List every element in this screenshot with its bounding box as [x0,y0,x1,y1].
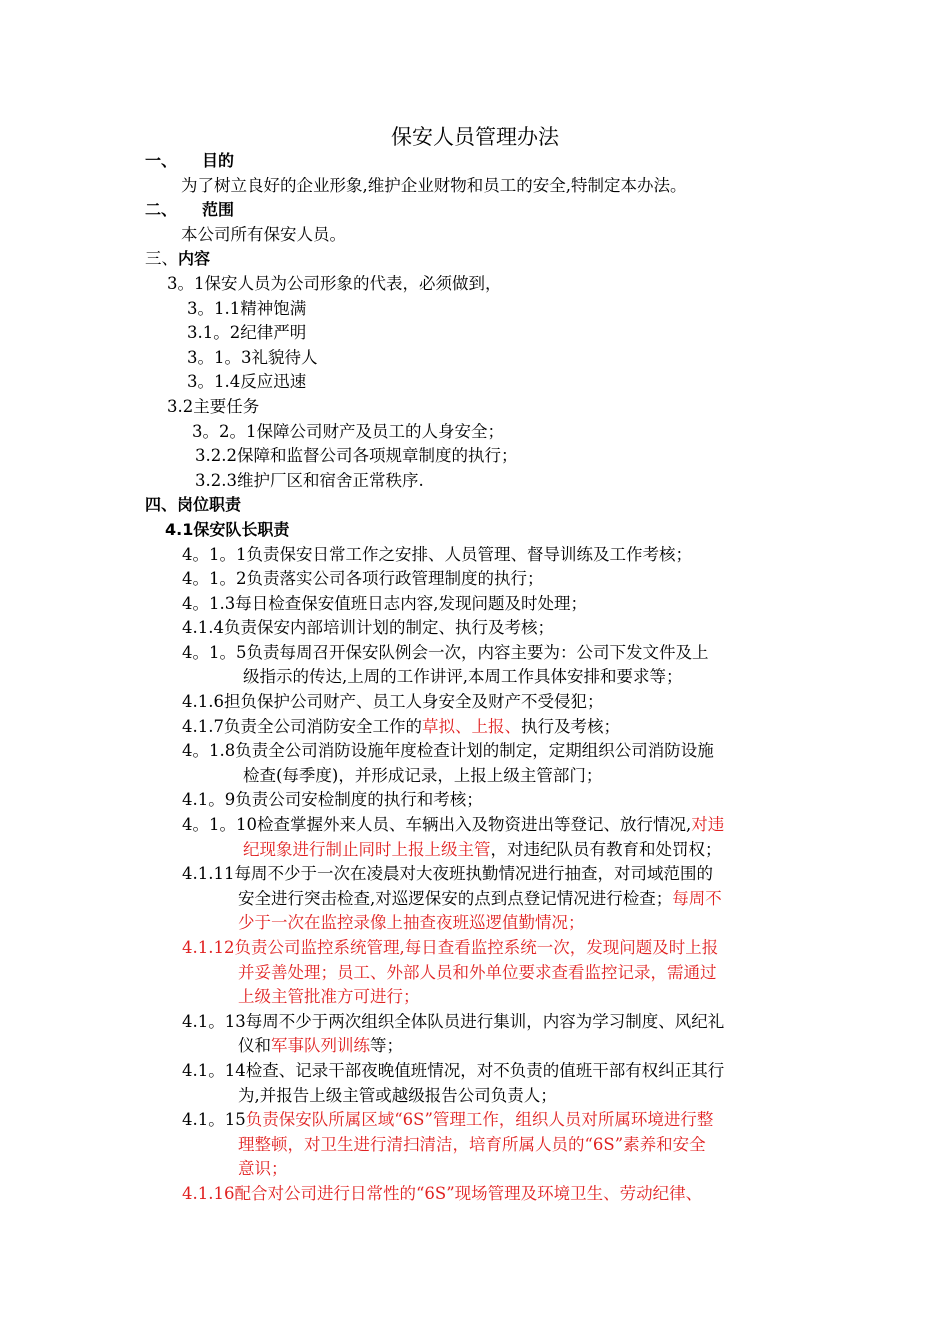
document-title: 保安人员管理办法 [391,125,559,149]
item-3-1-3: 3。1。3礼貌待人 [187,347,318,367]
highlighted-text: 每周不 [672,888,722,908]
section-label: 范围 [202,200,235,220]
highlighted-text: 对违 [691,815,725,835]
subsection-heading-captain: 4.1保安队长职责 [165,519,290,539]
duty-4-1-1: 4。1。1负责保安日常工作之安排、人员管理、督导训练及工作考核； [182,544,692,564]
section-heading-purpose [0,149,950,174]
duty-text: ，对违纪队员有教育和处罚权； [490,839,722,859]
item-3-2-2: 3.2.2保障和监督公司各项规章制度的执行； [195,446,518,466]
duty-4-1-15-line2: 理整顿，对卫生进行清扫清洁，培育所属人员的“6S”素养和安全 [238,1134,706,1154]
item-3-1: 3。1保安人员为公司形象的代表，必须做到， [167,273,502,293]
duty-4-1-14-line2: 为,并报告上级主管或越级报告公司负责人； [238,1085,557,1105]
section-heading-scope [0,198,950,223]
section-number: 一、 [145,151,178,170]
section-label: 内容 [178,249,211,269]
duty-text: 等； [370,1036,403,1056]
duty-4-1-8-line1: 4。1.8负责全公司消防设施年度检查计划的制定，定期组织公司消防设施 [182,741,714,761]
duty-4-1-3: 4。1.3每日检查保安值班日志内容,发现问题及时处理； [182,593,587,613]
section-label: 目的 [202,151,235,170]
item-3-2-1: 3。2。1保障公司财产及员工的人身安全； [192,421,504,441]
duty-4-1-5-line2: 级指示的传达,上周的工作讲评,本周工作具体安排和要求等； [243,667,683,687]
duty-text: 执行及考核； [520,716,620,736]
duty-text: 4.1.7负责全公司消防安全工作的 [182,716,422,736]
paragraph-scope: 本公司所有保安人员。 [181,224,346,244]
highlighted-text: 负责保安队所属区域“6S”管理工作，组织人员对所属环境进行整 [245,1110,714,1130]
duty-4-1-14-line1: 4.1。14检查、记录干部夜晚值班情况，对不负责的值班干部有权纠正其行 [182,1060,725,1080]
duty-4-1-8-line2: 检查(每季度)，并形成记录，上报上级主管部门； [243,765,603,785]
item-3-2: 3.2主要任务 [167,396,260,416]
duty-text: 仪和 [238,1036,271,1056]
item-3-2-3: 3.2.3维护厂区和宿舍正常秩序. [195,470,424,490]
section-number: 三、 [145,249,178,269]
document-body [0,149,950,1207]
section-number: 二、 [145,200,178,220]
duty-4-1-5-line1: 4。1。5负责每周召开保安队例会一次，内容主要为：公司下发文件及上 [182,642,709,662]
highlighted-text: 纪现象进行制止同时上报上级主管 [243,839,491,859]
paragraph-purpose: 为了树立良好的企业形象,维护企业财物和员工的安全,特制定本办法。 [181,175,687,195]
duty-4-1-11-line2 [0,887,950,912]
item-3-1-2: 3.1。2纪律严明 [187,323,307,343]
duty-4-1-13-line2 [0,1034,950,1059]
duty-4-1-4: 4.1.4负责保安内部培训计划的制定、执行及考核； [182,618,554,638]
duty-text: 安全进行突击检查,对巡逻保安的点到点登记情况进行检查； [238,888,673,908]
duty-4-1-2: 4。1。2负责落实公司各项行政管理制度的执行； [182,569,544,589]
item-3-1-4: 3。1.4反应迅速 [187,372,307,392]
duty-4-1-11-line3: 少于一次在监控录像上抽查夜班巡逻值勤情况； [238,913,585,933]
duty-4-1-9: 4.1。9负责公司安检制度的执行和考核； [182,790,483,810]
duty-4-1-10-line1 [0,813,950,838]
section-heading-content [0,247,950,272]
duty-4-1-12-line3: 上级主管批准方可进行； [238,987,420,1007]
duty-text: 4。1。10检查掌握外来人员、车辆出入及物资进出等登记、放行情况, [182,815,692,835]
duty-4-1-10-line2 [0,838,950,863]
duty-4-1-7 [0,715,950,740]
duty-text: 4.1。15 [182,1110,246,1130]
duty-4-1-15-line3: 意识； [238,1159,288,1179]
duty-4-1-12-line2: 并妥善处理；员工、外部人员和外单位要求查看监控记录，需通过 [238,962,717,982]
duty-4-1-16-line1: 4.1.16配合对公司进行日常性的“6S”现场管理及环境卫生、劳动纪律、 [182,1183,703,1203]
highlighted-text: 军事队列训练 [271,1036,370,1056]
item-3-1-1: 3。1.1精神饱满 [187,298,307,318]
duty-4-1-6: 4.1.6担负保护公司财产、员工人身安全及财产不受侵犯； [182,692,604,712]
duty-4-1-15-line1 [0,1108,950,1133]
duty-4-1-13-line1: 4.1。13每周不少于两次组织全体队员进行集训，内容为学习制度、风纪礼 [182,1011,725,1031]
section-heading-duties: 四、岗位职责 [145,495,242,515]
duty-4-1-11-line1: 4.1.11每周不少于一次在凌晨对大夜班执勤情况进行抽查，对司域范围的 [182,864,713,884]
highlighted-text: 草拟、上报、 [421,716,521,736]
duty-4-1-12-line1: 4.1.12负责公司监控系统管理,每日查看监控系统一次，发现问题及时上报 [182,938,719,957]
